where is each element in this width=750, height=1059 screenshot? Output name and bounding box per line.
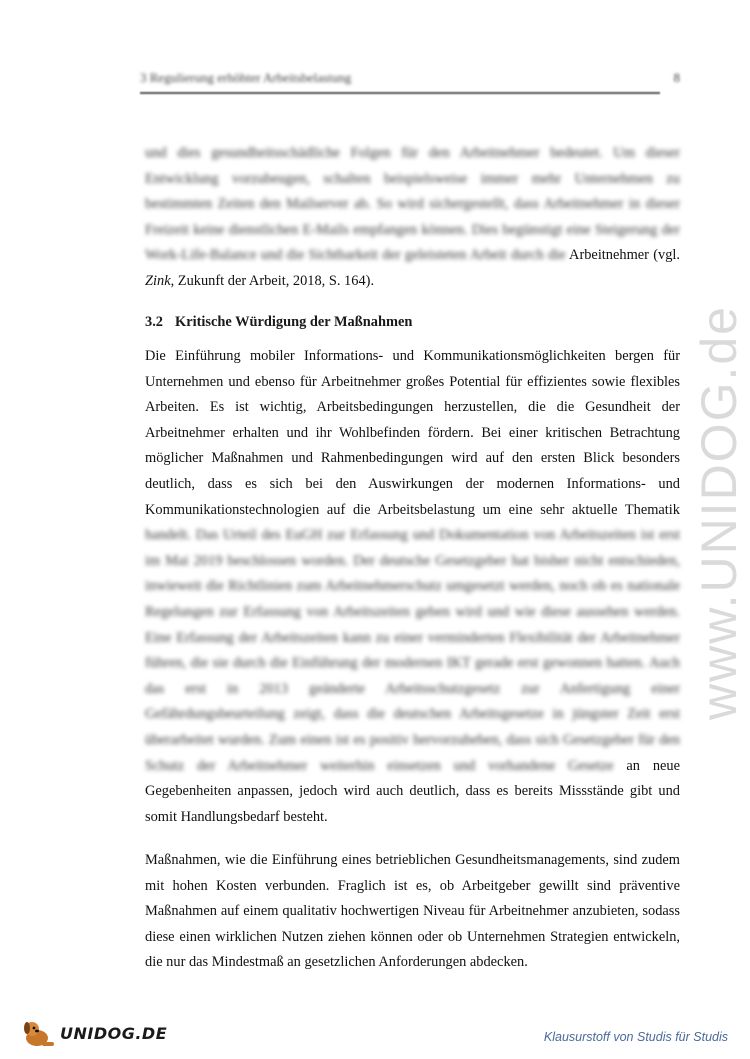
paragraph-1	[145, 141, 680, 295]
section-heading	[145, 314, 412, 331]
blurred-text: handelt. Das Urteil des EuGH zur Erfassung und Dokumentation von Arbeitszeiten ist erst im Mai 2019 beschlossen worden. Der deutsche Gesetzgeber hat bisher nicht entschieden, inwieweit die Richtlinien zum Arbeitnehmerschutz umgesetzt werden, noch ob es nationale Regelungen zur Erfassung von Arbeitszeiten geben wird und wie diese aussehen werden. Eine Erfassung der Arbeitszeiten kann zu einer verminderten Flexibilität der Arbeitnehmer führen, die sie durch die Einführung der modernen IKT gerade erst gewonnen hatten. Auch das erst in 2013 geänderte Arbeitsschutzgesetz zur Anfertigung einer Gefährdungsbeurteilung zeigt, dass die deutschen Arbeitsgesetze in jüngster Zeit erst überarbeitet wurden. Zum einen ist es positiv hervorzuheben, dass sich Gesetzgeber für den Schutz der Arbeitnehmer weiterhin einsetzen und vorhandene Gesetze	[145, 527, 680, 774]
page-number: 8	[673, 70, 680, 85]
visible-text-start: Die Einführung mobiler Informations- und Kommunikationsmöglichkeiten bergen für Unternehmen und ebenso für Arbeitnehmer großes Potential für effizientes sowie flexibles Arbeiten. Es ist wichtig, Arbeitsbedingungen herzustellen, die die Gesundheit der Arbeitnehmer erhalten und ihr Wohlbefinden fördern. Bei einer kritischen Betrachtung möglicher Maßnahmen und Rahmenbedingungen wird auf den ersten Blick besonders deutlich, dass es sich bei den Auswirkungen der modernen Informations- und Kommunikationstechnologien auf die Arbeitsbelastung um eine sehr aktuelle Thematik	[145, 348, 680, 518]
blurred-text: und dies gesundheitsschädliche Folgen für den Arbeitnehmer bedeutet. Um dieser Entwicklung vorzubeugen, schalten beispielsweise immer mehr Unternehmen zu bestimmten Zeiten den Mailserver ab. So wird sichergestellt, dass Arbeitnehmer in dieser Freizeit keine dienstlichen E-Mails empfangen können. Dies begünstigt eine Steigerung der Work-Life-Balance und die Sichtbarkeit der geleisteten Arbeit durch die	[145, 145, 680, 264]
footer-tagline: Klausurstoff von Studis für Studis	[543, 1030, 728, 1044]
running-header-title: 3 Regulierung erhöhter Arbeitsbelastung	[140, 70, 352, 85]
visible-text-end: an neue Gegebenheiten anpassen, jedoch wird auch deutlich, dass es bereits Missstände gibt und somit Handlungsbedarf besteht.	[145, 757, 680, 825]
section-number: 3.2	[145, 314, 163, 330]
running-header	[140, 68, 680, 92]
unidog-logo[interactable]	[20, 1018, 167, 1048]
author-citation: Zink	[145, 272, 171, 289]
paragraph-2	[145, 344, 680, 830]
dog-icon	[20, 1018, 58, 1048]
watermark: www.UNIDOG.de	[691, 305, 747, 720]
logo-text: UNIDOG.DE	[60, 1023, 168, 1043]
section-title: Kritische Würdigung der Maßnahmen	[175, 314, 413, 330]
visible-text: Arbeitnehmer (vgl. Zink, Zukunft der Arbeit, 2018, S. 164).	[145, 247, 681, 289]
header-rule	[140, 92, 660, 94]
paragraph-3: Maßnahmen, wie die Einführung eines betrieblichen Gesundheitsmanagements, sind zudem mit hohen Kosten verbunden. Fraglich ist es, ob Arbeitgeber gewillt sind präventive Maßnahmen auf einem qualitativ hochwertigen Niveau für Arbeitnehmer anzubieten, sodass diese einen wirklichen Nutzen ziehen können oder ob Unternehmen Strategien entwickeln, die nur das Mindestmaß an gesetzlichen Anforderungen abdecken.	[145, 852, 680, 971]
